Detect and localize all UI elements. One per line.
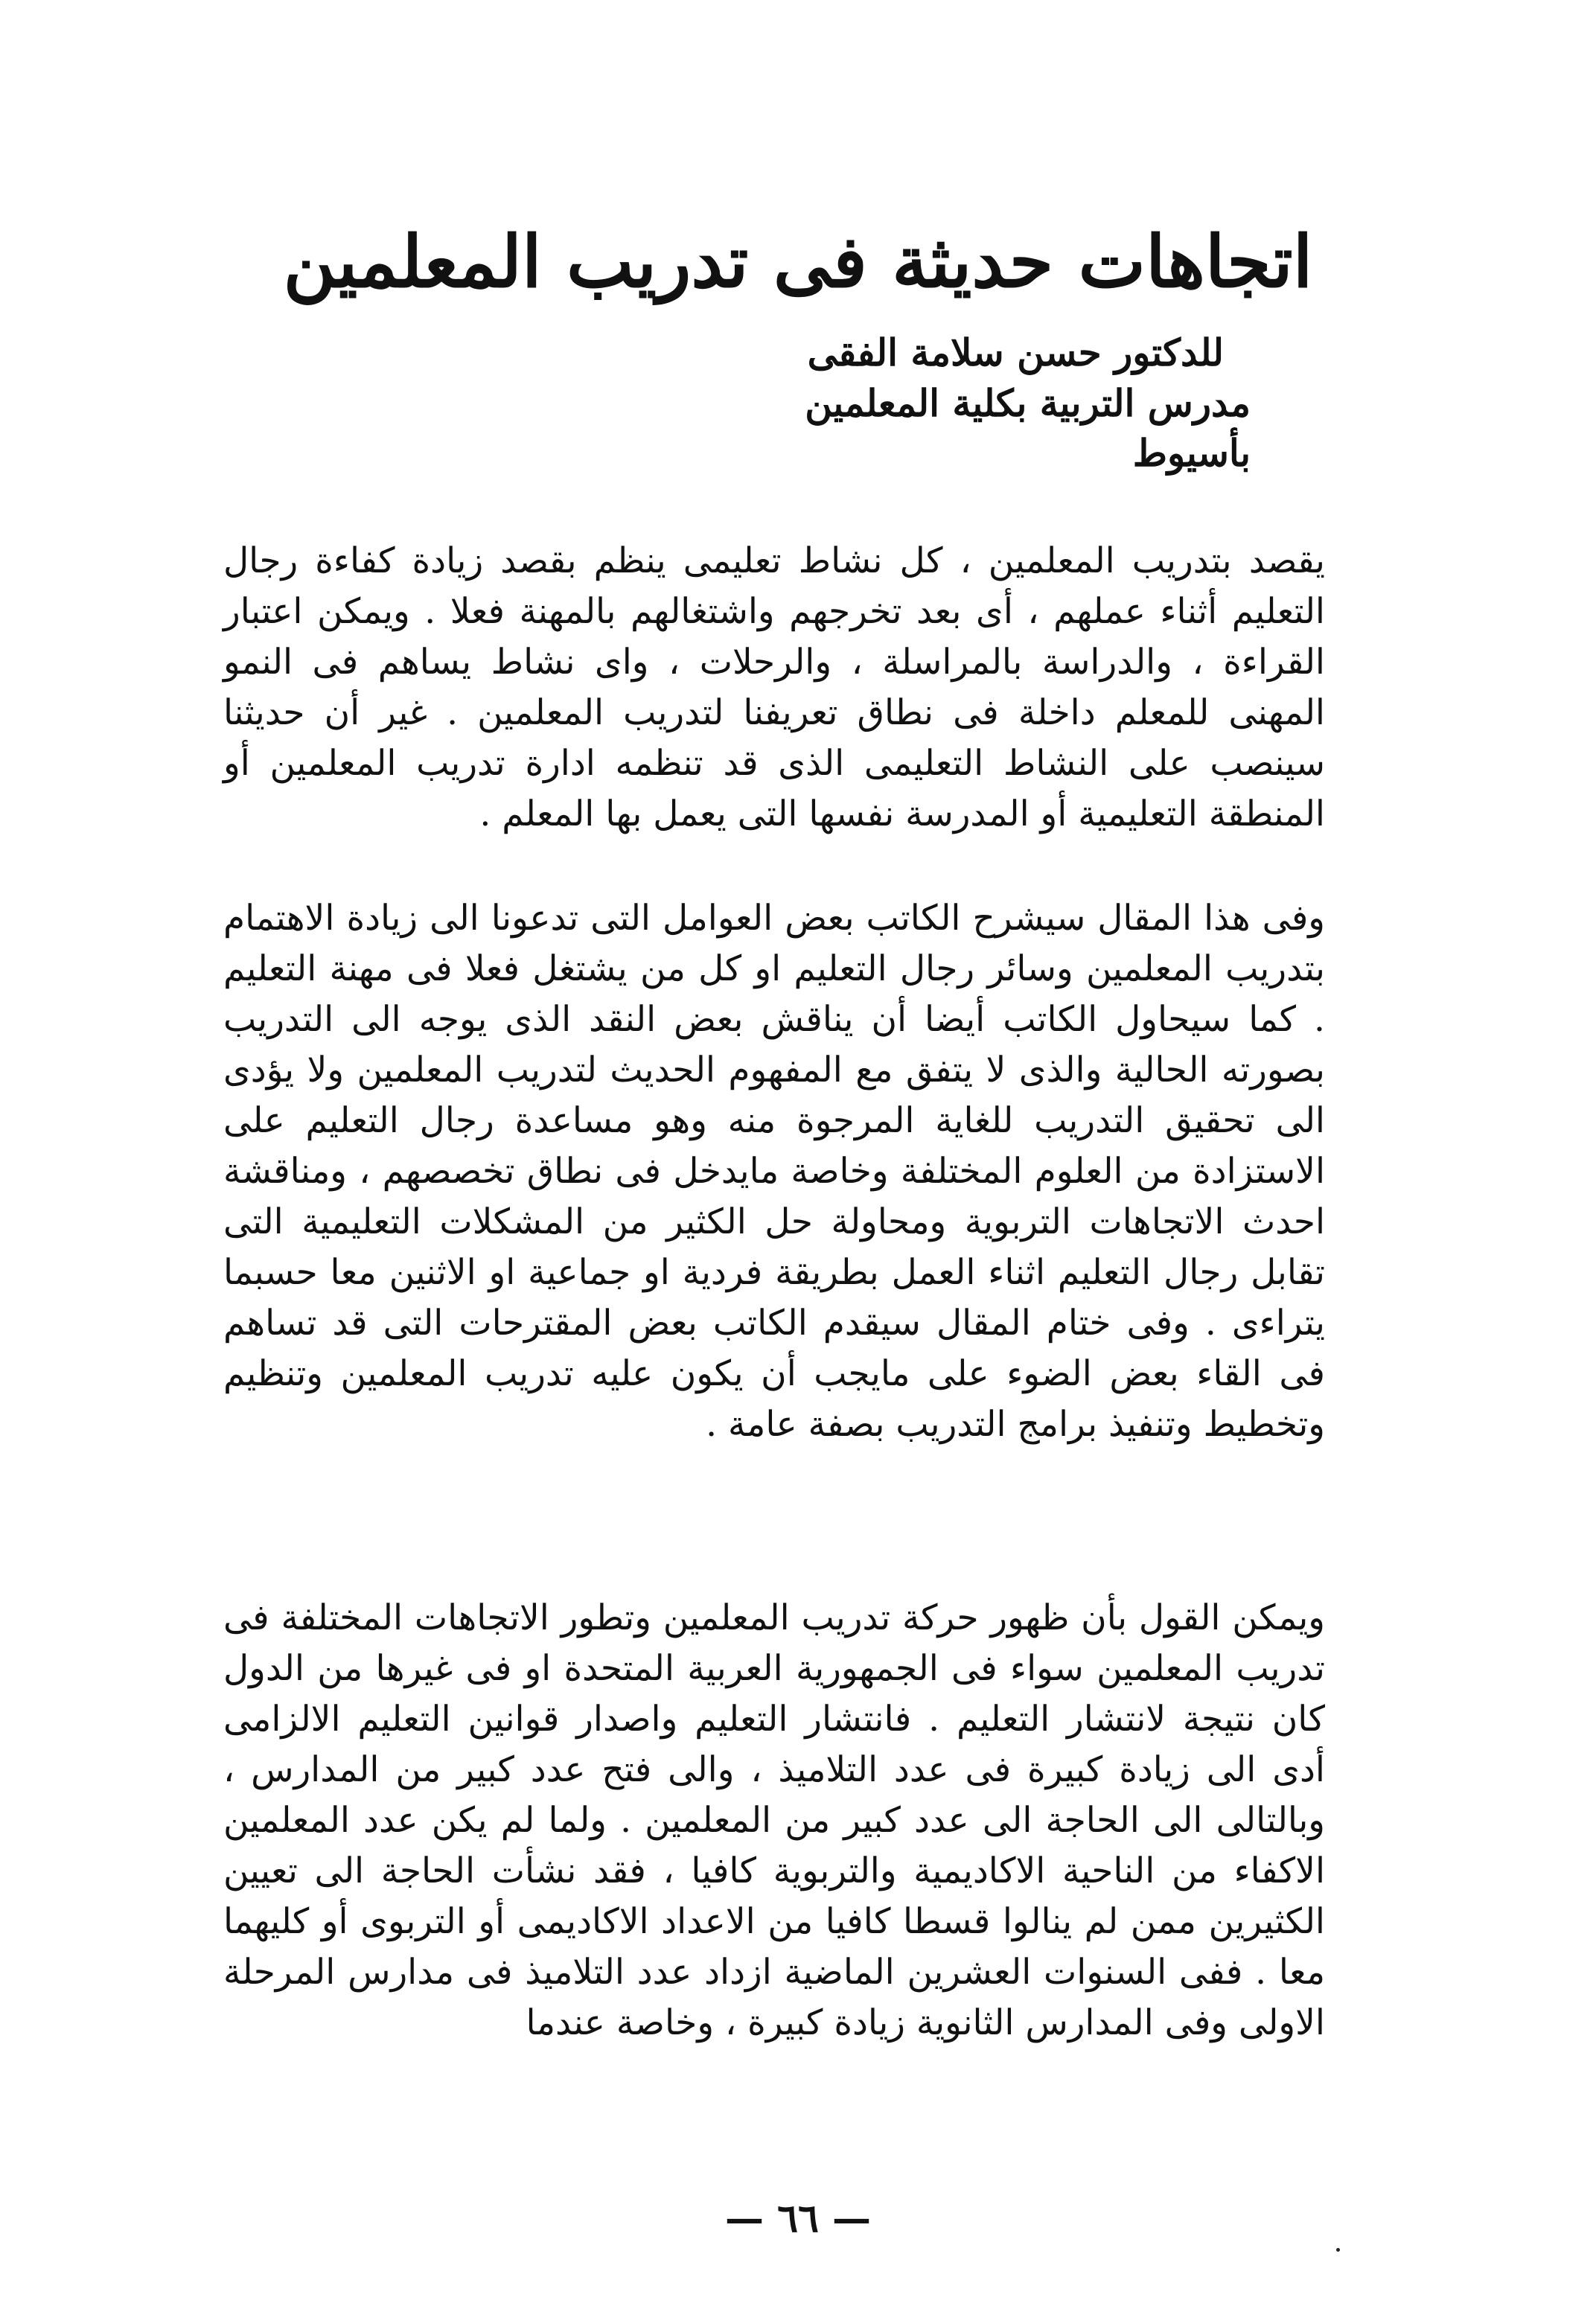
scan-speck (1336, 2248, 1340, 2252)
paragraph-3: ويمكن القول بأن ظهور حركة تدريب المعلمين وتطور الاتجاهات المختلفة فى تدريب المعلمين سواء فى الجمهورية العربية المتحدة او فى غيرها من الدول كان نتيجة لانتشار التعليم . فانتشار التعليم واصدار قوانين التعليم الالزامى أدى الى زيادة كبيرة فى عدد التلاميذ ، والى فتح عدد كبير من المدارس ، وبالتالى الى الحاجة الى عدد كبير من المعلمين . ولما لم يكن عدد المعلمين الاكفاء من الناحية الاكاديمية والتربوية كافيا ، فقد نشأت الحاجة الى تعيين الكثيرين ممن لم ينالوا قسطا كافيا من الاعداد الاكاديمى أو التربوى أو كليهما معا . ففى السنوات العشرين الماضية ازداد عدد التلاميذ فى مدارس المرحلة الاولى وفى المدارس الثانوية زيادة كبيرة ، وخاصة عندما (223, 1597, 1326, 2043)
page-number: — ٦٦ — (724, 2196, 872, 2241)
author-name: للدكتور حسن سلامة الفقى (807, 330, 1224, 374)
author-block (730, 328, 1251, 479)
paragraph-1: يقصد بتدريب المعلمين ، كل نشاط تعليمى ينظم بقصد زيادة كفاءة رجال التعليم أثناء عملهم ، أى بعد تخرجهم واشتغالهم بالمهنة فعلا . ويمكن اعتبار القراءة ، والدراسة بالمراسلة ، والرحلات ، واى نشاط يساهم فى النمو المهنى للمعلم داخلة فى نطاق تعريفنا لتدريب المعلمين . غير أن حديثنا سينصب على النشاط التعليمى الذى قد تنظمه ادارة تدريب المعلمين أو المنطقة التعليمية أو المدرسة نفسها التى يعمل بها المعلم . (223, 540, 1325, 834)
article-title: اتجاهات حديثة فى تدريب المعلمين (283, 220, 1313, 304)
author-affiliation: مدرس التربية بكلية المعلمين بأسيوط (805, 380, 1251, 475)
paragraph-2: وفى هذا المقال سيشرح الكاتب بعض العوامل التى تدعونا الى زيادة الاهتمام بتدريب المعلمين وسائر رجال التعليم او كل من يشتغل فعلا فى مهنة التعليم . كما سيحاول الكاتب أيضا أن يناقش بعض النقد الذى يوجه الى التدريب بصورته الحالية والذى لا يتفق مع المفهوم الحديث لتدريب المعلمين ولا يؤدى الى تحقيق التدريب للغاية المرجوة منه وهو مساعدة رجال التعليم على الاستزادة من العلوم المختلفة وخاصة مايدخل فى نطاق تخصصهم ، ومناقشة احدث الاتجاهات التربوية ومحاولة حل الكثير من المشكلات التعليمية التى تقابل رجال التعليم اثناء العمل بطريقة فردية او جماعية او الاثنين معا حسبما يتراءى . وفى ختام المقال سيقدم الكاتب بعض المقترحات التى قد تساهم فى القاء بعض الضوء على مايجب أن يكون عليه تدريب المعلمين وتنظيم وتخطيط وتنفيذ برامج التدريب بصفة عامة . (223, 898, 1325, 1445)
